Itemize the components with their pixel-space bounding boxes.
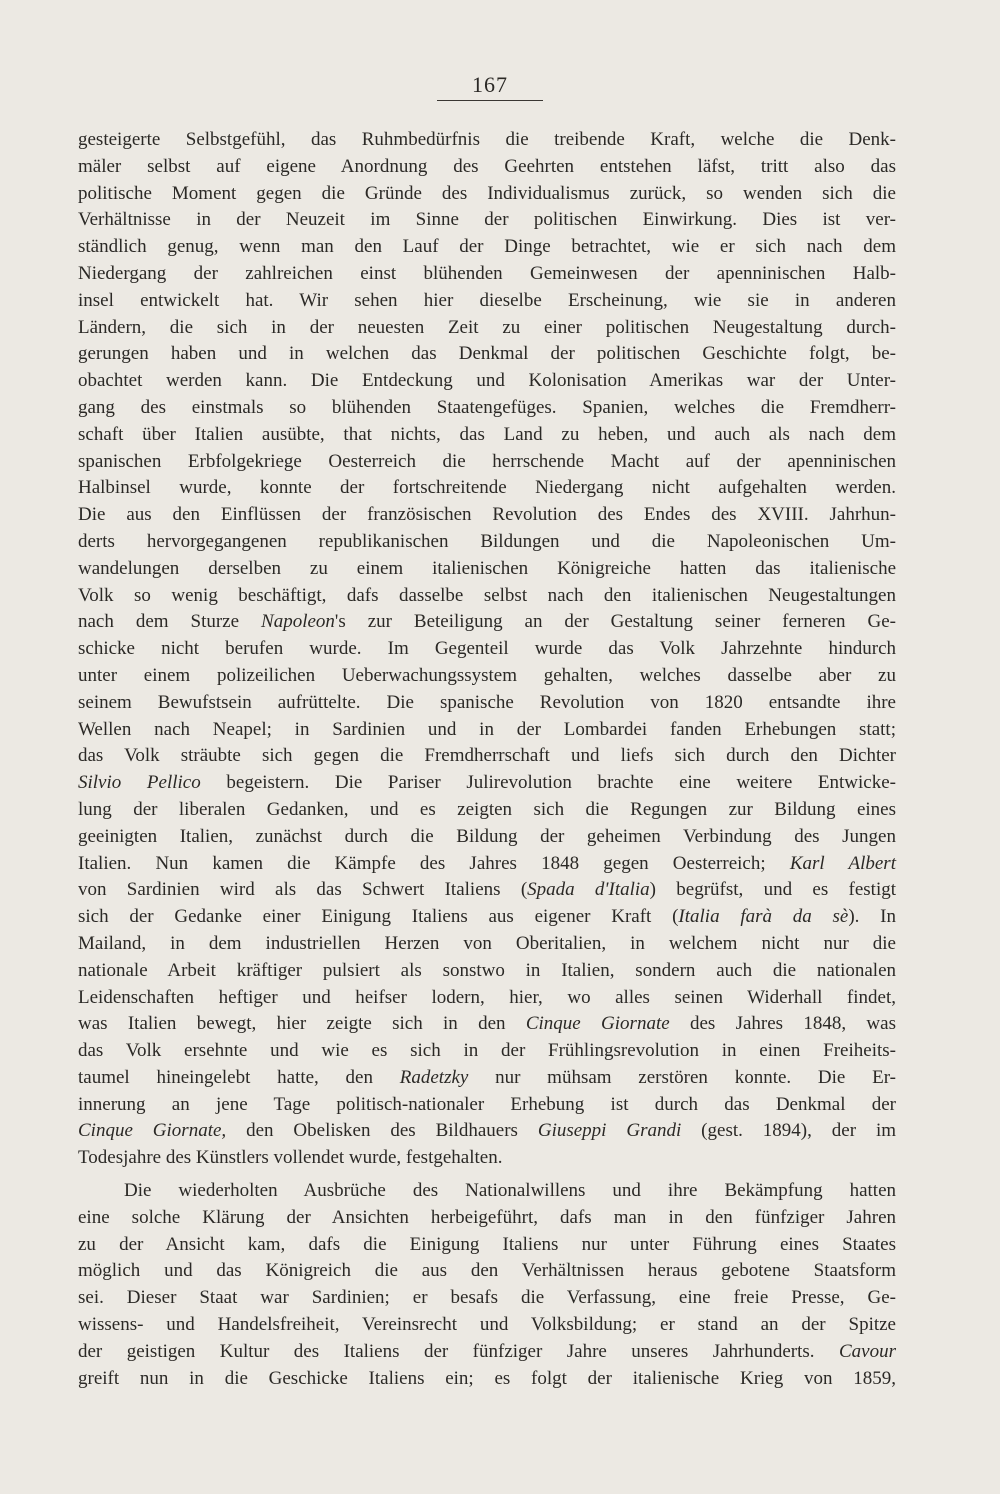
- text-run: ). In: [848, 906, 897, 928]
- text-line: innerung an jene Tage politisch-nationaler Erhebung ist durch das Denkmal der: [78, 1093, 896, 1115]
- text-run: sich der Gedanke einer Einigung Italiens aus eigener Kraft (: [78, 906, 679, 928]
- text-run: (gest. 1894), der im: [681, 1120, 896, 1142]
- text-line: gesteigerte Selbstgefühl, das Ruhmbedürfnis die treibende Kraft, welche die Denk-: [78, 129, 896, 150]
- italic-name: Giuseppi Grandi: [537, 1120, 682, 1142]
- text-line: lung der liberalen Gedanken, und es zeigten sich die Regungen zur Bildung eines: [78, 798, 896, 820]
- text-line: unter einem polizeilichen Ueberwachungssystem gehalten, welches dasselbe aber zu: [78, 664, 896, 686]
- text-line: möglich und das Königreich die aus den Verhältnissen heraus gebotene Staatsform: [78, 1260, 896, 1282]
- text-line: derts hervorgegangenen republikanischen Bildungen und die Napoleonischen Um-: [78, 530, 896, 552]
- italic-name: Cavour: [839, 1340, 896, 1362]
- paragraph-1: [78, 127, 896, 1172]
- text-line: spanischen Erbfolgekriege Oesterreich die herrschende Macht auf der apenninischen: [78, 450, 896, 472]
- text-line: Die wiederholten Ausbrüche des Nationalwillens und ihre Bekämpfung hatten: [124, 1180, 896, 1202]
- text-line: Verhältnisse in der Neuzeit im Sinne der politischen Einwirkung. Dies ist ver-: [78, 209, 896, 231]
- text-line: das Volk ersehnte und wie es sich in der Frühlingsrevolution in einen Freiheits-: [78, 1040, 896, 1062]
- text-line: Wellen nach Neapel; in Sardinien und in der Lombardei fanden Erhebungen statt;: [78, 718, 896, 740]
- italic-phrase: Cinque Giornate,: [78, 1120, 227, 1142]
- text-line: [78, 1065, 896, 1092]
- text-run: den Obelisken des Bildhauers: [226, 1120, 538, 1142]
- text-line: Leidenschaften heftiger und heifser lodern, hier, wo alles seinen Widerhall findet,: [78, 986, 896, 1008]
- text-run: der geistigen Kultur des Italiens der fünfziger Jahre unseres Jahrhunderts.: [78, 1340, 839, 1362]
- text-line: [78, 770, 896, 797]
- italic-phrase: Spada d'Italia: [527, 879, 650, 901]
- text-line: [78, 1339, 896, 1366]
- text-run: Italien. Nun kamen die Kämpfe des Jahres 1848 gegen Oesterreich;: [78, 852, 790, 874]
- text-line: Todesjahre des Künstlers vollendet wurde, festgehalten.: [78, 1147, 503, 1169]
- text-line: Die aus den Einflüssen der französischen Revolution des Endes des XVIII. Jahrhun-: [78, 504, 896, 526]
- text-line: geeinigten Italien, zunächst durch die Bildung der geheimen Verbindung des Jungen: [78, 825, 896, 847]
- italic-phrase: Cinque Giornate: [525, 1013, 670, 1035]
- text-line: seinem Bewufstsein aufrüttelte. Die spanische Revolution von 1820 entsandte ihre: [78, 691, 896, 713]
- text-line: obachtet werden kann. Die Entdeckung und Kolonisation Amerikas war der Unter-: [78, 370, 896, 392]
- text-run: nur mühsam zerstören konnte. Die Er-: [468, 1066, 896, 1088]
- italic-name: Napoleon: [261, 611, 335, 633]
- text-line: [78, 904, 896, 931]
- body-text: [78, 127, 896, 1392]
- text-line: sei. Dieser Staat war Sardinien; er besafs die Verfassung, eine freie Presse, Ge-: [78, 1287, 896, 1309]
- text-run: 's zur Beteiligung an der Gestaltung seiner ferneren Ge-: [334, 611, 896, 633]
- page-number: 167: [472, 72, 508, 97]
- text-line: insel entwickelt hat. Wir sehen hier dieselbe Erscheinung, wie sie in anderen: [78, 289, 896, 311]
- text-line: ständlich genug, wenn man den Lauf der Dinge betrachtet, wie er sich nach dem: [78, 236, 896, 258]
- page-number-rule: [437, 100, 543, 101]
- text-line: greift nun in die Geschicke Italiens ein; es folgt der italienische Krieg von 1859,: [78, 1367, 896, 1389]
- text-run: von Sardinien wird als das Schwert Italiens (: [78, 879, 528, 901]
- text-line: Volk so wenig beschäftigt, dafs dasselbe selbst nach den italienischen Neugestaltungen: [78, 584, 896, 606]
- text-line: politische Moment gegen die Gründe des Individualismus zurück, so wenden sich die: [78, 182, 896, 204]
- text-line: [78, 1011, 896, 1038]
- text-line: Niedergang der zahlreichen einst blühenden Gemeinwesen der apenninischen Halb-: [78, 262, 896, 284]
- text-line: [78, 851, 896, 878]
- text-line: schicke nicht berufen wurde. Im Gegenteil wurde das Volk Jahrzehnte hindurch: [78, 638, 896, 660]
- text-line: gerungen haben und in welchen das Denkmal der politischen Geschichte folgt, be-: [78, 343, 896, 365]
- text-line: schaft über Italien ausübte, that nichts, das Land zu heben, und auch als nach dem: [78, 423, 896, 445]
- text-line: Mailand, in dem industriellen Herzen von Oberitalien, in welchem nicht nur die: [78, 932, 896, 954]
- italic-name: Radetzky: [399, 1066, 469, 1088]
- text-line: Ländern, die sich in der neuesten Zeit zu einer politischen Neugestaltung durch-: [78, 316, 896, 338]
- italic-name: Karl Albert: [789, 852, 896, 874]
- text-run: begeistern. Die Pariser Julirevolution brachte eine weitere Entwicke-: [200, 772, 897, 794]
- text-line: eine solche Klärung der Ansichten herbeigeführt, dafs man in den fünfziger Jahren: [78, 1206, 896, 1228]
- text-line: gang des einstmals so blühenden Staatengefüges. Spanien, welches die Fremdherr-: [78, 396, 896, 418]
- text-run: nach dem Sturze: [78, 611, 262, 633]
- text-line: [78, 1118, 896, 1145]
- text-line: wandelungen derselben zu einem italienischen Königreiche hatten das italienische: [78, 557, 896, 579]
- text-line: zu der Ansicht kam, dafs die Einigung Italiens nur unter Führung eines Staates: [78, 1233, 896, 1255]
- text-line: [78, 877, 896, 904]
- text-line: nationale Arbeit kräftiger pulsiert als sonstwo in Italien, sondern auch die nationalen: [78, 959, 896, 981]
- text-line: mäler selbst auf eigene Anordnung des Geehrten entstehen läfst, tritt also das: [78, 155, 896, 177]
- text-line: das Volk sträubte sich gegen die Fremdherrschaft und liefs sich durch den Dichter: [78, 745, 896, 767]
- text-line: Halbinsel wurde, konnte der fortschreitende Niedergang nicht aufgehalten werden.: [78, 477, 896, 499]
- text-line: wissens- und Handelsfreiheit, Vereinsrecht und Volksbildung; er stand an der Spitze: [78, 1314, 896, 1336]
- italic-phrase: Italia farà da sè: [678, 906, 849, 928]
- text-run: des Jahres 1848, was: [669, 1013, 896, 1035]
- paragraph-2: [78, 1178, 896, 1392]
- italic-name: Silvio Pellico: [78, 772, 201, 794]
- text-line: [78, 609, 896, 636]
- text-run: ) begrüfst, und es festigt: [649, 879, 896, 901]
- text-run: was Italien bewegt, hier zeigte sich in den: [78, 1013, 526, 1035]
- text-run: taumel hineingelebt hatte, den: [78, 1066, 400, 1088]
